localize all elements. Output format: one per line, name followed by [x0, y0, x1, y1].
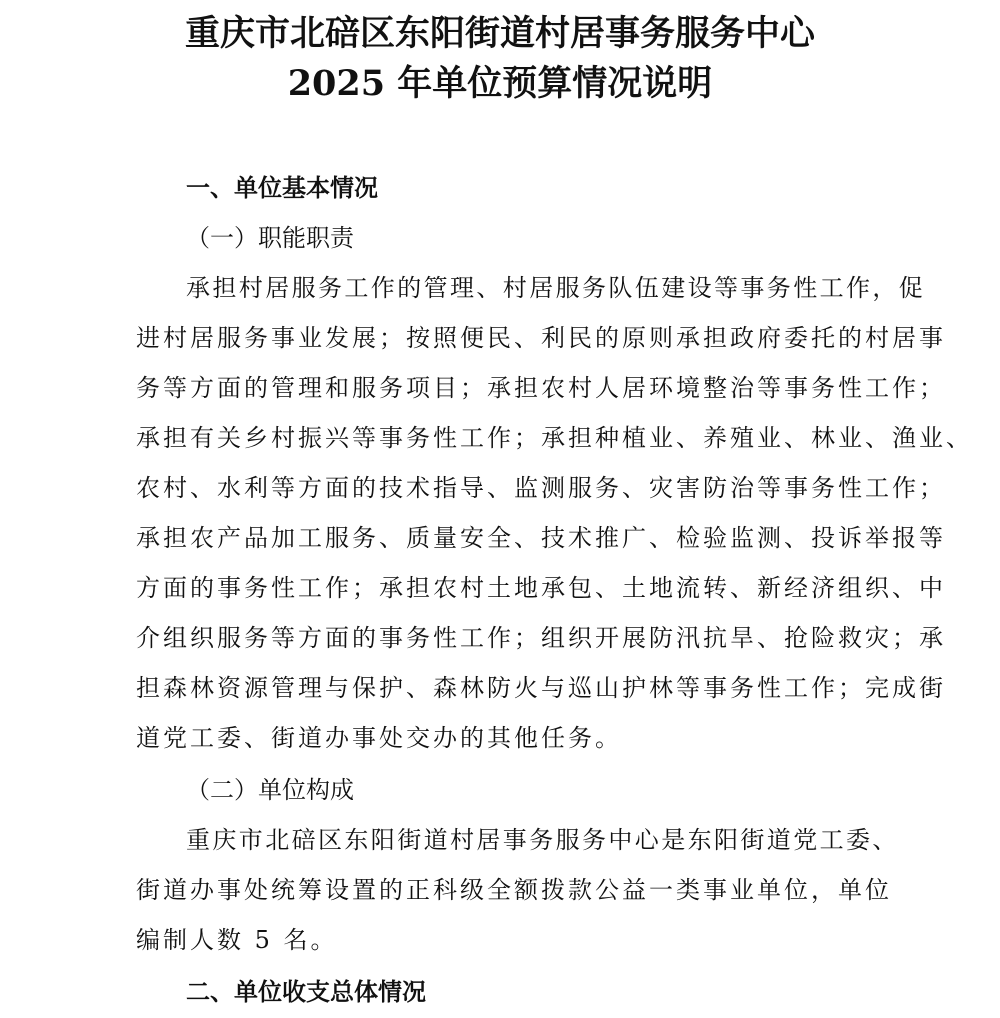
section-1-1-heading: （一）职能职责: [186, 224, 354, 252]
paragraph-line: 承担有关乡村振兴等事务性工作；承担种植业、养殖业、林业、渔业、: [136, 424, 973, 452]
paragraph-line: 道党工委、街道办事处交办的其他任务。: [136, 724, 622, 752]
paragraph-line: 重庆市北碚区东阳街道村居事务服务中心是东阳街道党工委、: [186, 826, 899, 854]
section-2-heading: 二、单位收支总体情况: [186, 978, 426, 1006]
section-1-2-heading: （二）单位构成: [186, 776, 354, 804]
paragraph-line: 进村居服务事业发展；按照便民、利民的原则承担政府委托的村居事: [136, 324, 946, 352]
paragraph-line: 方面的事务性工作；承担农村土地承包、土地流转、新经济组织、中: [136, 574, 946, 602]
paragraph-line: 担森林资源管理与保护、森林防火与巡山护林等事务性工作；完成街: [136, 674, 946, 702]
section-1-heading: 一、单位基本情况: [186, 174, 378, 202]
paragraph-line: 街道办事处统筹设置的正科级全额拨款公益一类事业单位，单位: [136, 876, 892, 904]
document-title-line-2: 2025 年单位预算情况说明: [287, 63, 713, 104]
paragraph-line: 务等方面的管理和服务项目；承担农村人居环境整治等事务性工作；: [136, 374, 946, 402]
paragraph-line: 承担村居服务工作的管理、村居服务队伍建设等事务性工作，促: [186, 274, 926, 302]
paragraph-line: 介组织服务等方面的事务性工作；组织开展防汛抗旱、抢险救灾；承: [136, 624, 946, 652]
paragraph-line: 承担农产品加工服务、质量安全、技术推广、检验监测、投诉举报等: [136, 524, 946, 552]
document-title-line-1: 重庆市北碚区东阳街道村居事务服务中心: [184, 13, 815, 54]
paragraph-line: 农村、水利等方面的技术指导、监测服务、灾害防治等事务性工作；: [136, 474, 946, 502]
paragraph-line: 编制人数 5 名。: [136, 926, 338, 954]
